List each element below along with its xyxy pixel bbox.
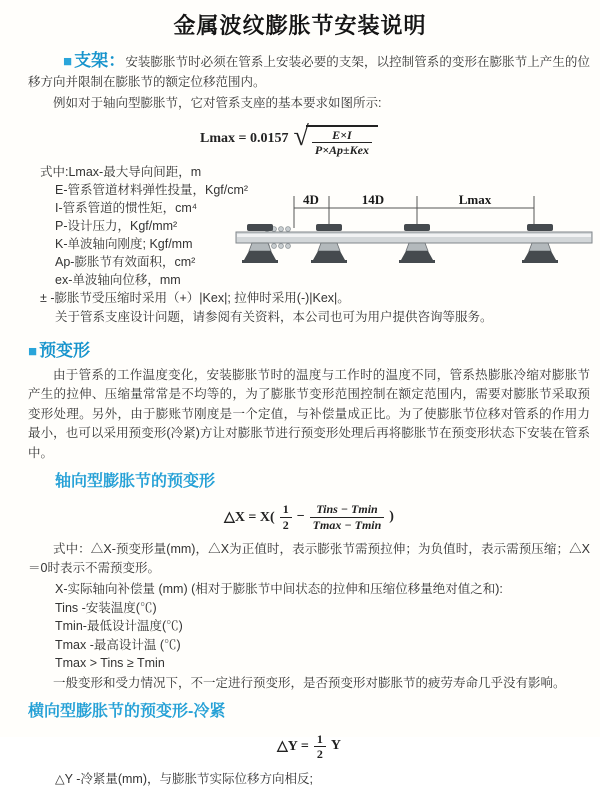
temperature-fraction [310, 502, 385, 532]
formula-lmax-fraction [312, 128, 372, 158]
fraction-numerator: 1 [316, 731, 323, 746]
formula-delta-y-lhs: △Y = [277, 738, 309, 754]
fraction-numerator: 1 [282, 502, 289, 517]
variable-item: Ap-膨胀节有效面积，cm² [55, 254, 196, 269]
radical-icon: √ [293, 121, 309, 152]
section-marker-icon: ■ [63, 53, 73, 70]
formula-delta-x-rhs: ) [389, 509, 394, 525]
radicand [306, 125, 378, 158]
variable-item: Lmax-最大导向间距，m [68, 164, 202, 179]
formula-delta-x-lhs: △X = X( [224, 509, 275, 525]
fraction-denominator: Tmax − Tmin [310, 517, 385, 532]
minus-sign: − [296, 509, 305, 525]
document-body [0, 51, 600, 788]
fraction-denominator: P×Ap±Kex [312, 142, 372, 157]
preform-paragraph: 由于管系的工作温度变化，安装膨胀节时的温度与工作时的温度不同，管系热膨胀冷缩对膨胀节产生的拉伸、压缩量常常是不均等的，为了膨胀节变形范围控制在额定范围内，需要对膨胀节采取预变形处理。另外，由于膨账节刚度是一个定值，与补偿量成正比。为了使膨胀节位移对管系的作用力最小，也可以采用预变形(冷紧)方让对膨胀节进行预变形处理后再将膨胀节在预变形状态下安装在管系中。 [28, 367, 590, 460]
dimension-lines [294, 196, 534, 228]
dim-label-lmax: Lmax [458, 192, 492, 207]
dim-label-4d: 4D [303, 192, 319, 207]
vars-label: 式中: [40, 164, 69, 179]
preform-section-heading [28, 340, 590, 363]
axial-note: 一般变形和受力情况下，不一定进行预变形，是否预变形对膨胀节的疲劳寿命几乎没有影响。 [53, 675, 566, 690]
preform-heading-label: 预变形 [39, 340, 91, 360]
fraction-denominator: 2 [314, 746, 326, 761]
axial-item: Tins -安装温度(℃) [55, 600, 157, 615]
variable-item: P-设计压力，Kgf/mm² [55, 218, 178, 233]
formula-lmax [28, 120, 550, 158]
dim-label-14d: 14D [361, 192, 385, 207]
support-example-line: 例如对于轴向型膨胀节，它对管系支座的基本要求如图所示: [53, 96, 382, 110]
pipe-support-diagram [230, 190, 598, 275]
support-section-heading [63, 51, 125, 70]
axial-desc: 式中：△X-预变形量(mm)，△X为正值时，表示膨张节需预拉伸；为负值时，表示需预压缩；△X＝0时表示不需预变形。 [28, 542, 590, 576]
axial-item: Tmax > Tins ≥ Tmin [55, 656, 165, 671]
fraction-denominator: 2 [280, 517, 292, 532]
fraction-numerator: Tins − Tmin [316, 502, 378, 517]
lateral-preform-heading: 横向型膨胀节的预变形-冷紧 [28, 702, 226, 720]
variable-item: E-管系管道材料弹性投量，Kgf/cm² [55, 182, 249, 197]
section-marker-icon: ■ [28, 342, 38, 360]
lateral-note: △Y -冷紧量(mm)，与膨胀节实际位移方向相反; [55, 772, 313, 787]
formula-delta-y [28, 732, 590, 762]
consult-note: 关于管系支座设计问题，请参阅有关资料，本公司也可为用户提供咨询等服务。 [55, 309, 493, 324]
formula-delta-x [28, 502, 590, 532]
axial-item: X-实际轴向补偿量 (mm) (相对于膨胀节中间状态的拉伸和压缩位移量绝对值之和): [55, 582, 503, 597]
variable-item: I-管系管道的惯性矩，cm⁴ [55, 200, 198, 215]
pipe [236, 232, 592, 243]
axial-item: Tmax -最高设计温 (℃) [55, 637, 181, 652]
sqrt-expression [294, 120, 378, 158]
axial-definitions [28, 580, 590, 673]
formula-lmax-lhs: Lmax = 0.0157 [200, 130, 289, 146]
formula-delta-y-rhs: Y [330, 738, 341, 754]
axial-item: Tmin-最低设计温度(℃) [55, 619, 183, 634]
page-title: 金属波纹膨胀节安装说明 [173, 13, 427, 38]
variable-line [40, 163, 590, 181]
support-heading-label: 支架： [74, 51, 126, 70]
plus-minus-note: ± -膨胀节受压缩时采用（+）|Kex|; 拉伸时采用(-)|Kex|。 [40, 290, 350, 305]
one-half-fraction [314, 732, 326, 762]
axial-preform-heading: 轴向型膨胀节的预变形 [55, 473, 216, 491]
support-intro-text: 安装膨胀节时必须在管系上安装必要的支架，以控制管系的变形在膨胀节上产生的位移方向并限制在膨胀节的额定位移范围内。 [28, 55, 590, 89]
support-intro-paragraph [28, 51, 590, 92]
fraction-numerator: E×I [332, 128, 352, 142]
variable-item: K-单波轴向刚度; Kgf/mm [55, 236, 193, 251]
variable-item: ex-单波轴向位移，mm [55, 272, 181, 287]
one-half-fraction [280, 502, 292, 532]
